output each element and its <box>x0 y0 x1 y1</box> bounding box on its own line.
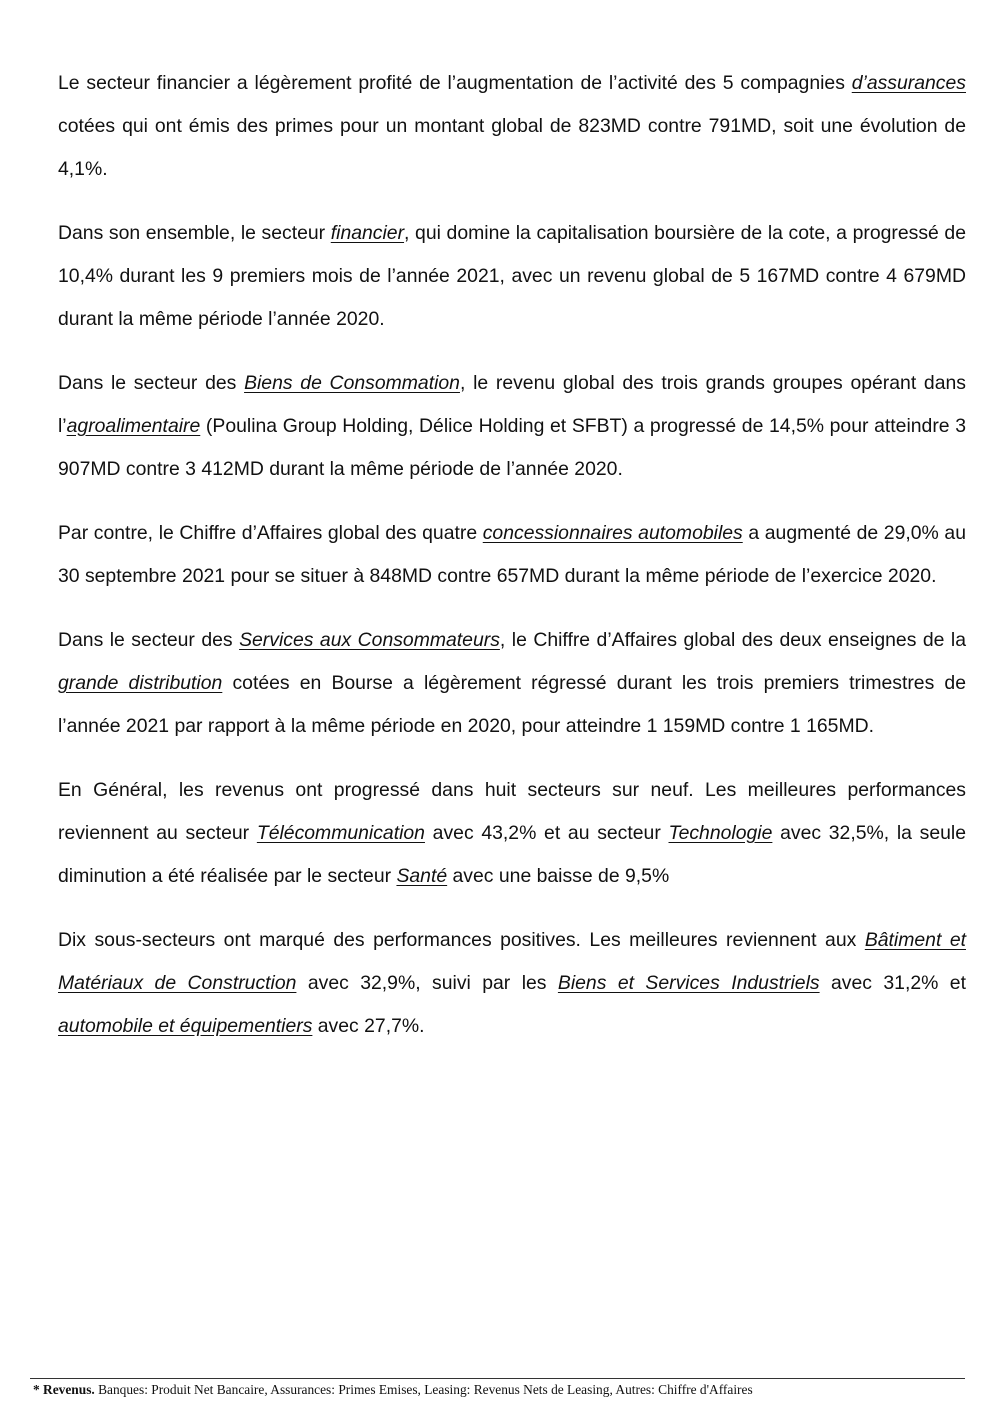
emphasized-term: Santé <box>396 865 448 887</box>
text-segment: Le secteur financier a légèrement profité de l’augmentation de l’activité des 5 compagnies <box>58 72 852 94</box>
text-segment: avec 27,7%. <box>312 1015 425 1037</box>
text-segment: Dans son ensemble, le secteur <box>58 222 331 244</box>
emphasized-term: Services aux Consommateurs <box>239 629 500 651</box>
text-segment: avec 43,2% et au secteur <box>424 822 669 844</box>
text-segment: , qui domine la capitalisation boursière de la cote, a progressé de 10,4% durant les 9 premiers mois de l’année 2021, avec un revenu global de 5 167MD contre 4 679MD durant la même période l’année 2020. <box>58 222 966 330</box>
paragraph-consumer-services <box>58 619 966 748</box>
emphasized-term: d’assurances <box>851 72 966 94</box>
footnote-text: Banques: Produit Net Bancaire, Assurances: Primes Emises, Leasing: Revenus Nets de Leasing, Autres: Chiffre d'Affaires <box>94 1382 753 1397</box>
text-segment: a augmenté de 29,0% au 30 septembre 2021 pour se situer à 848MD contre 657MD durant la même période de l’exercice 2020. <box>58 522 966 587</box>
emphasized-term: Biens de Consommation <box>244 372 460 394</box>
emphasized-term: Bâtiment et Matériaux de Construction <box>58 929 966 994</box>
paragraph-automobile-dealers <box>58 512 966 598</box>
document-body <box>58 62 966 1069</box>
footnote-label: * Revenus. <box>33 1382 95 1397</box>
paragraph-financial-sector <box>58 212 966 341</box>
text-segment: avec 31,2% et <box>819 972 966 994</box>
emphasized-term: Biens et Services Industriels <box>557 972 820 994</box>
emphasized-term: agroalimentaire <box>66 415 201 437</box>
emphasized-term: concessionnaires automobiles <box>482 522 743 544</box>
paragraph-general-overview <box>58 769 966 898</box>
footnote <box>33 1381 967 1399</box>
paragraph-insurance <box>58 62 966 191</box>
text-segment: Dans le secteur des <box>58 629 240 651</box>
emphasized-term: Télécommunication <box>256 822 425 844</box>
text-segment: avec 32,5%, la seule diminution a été réalisée par le secteur <box>58 822 967 887</box>
emphasized-term: Technologie <box>668 822 773 844</box>
text-segment: (Poulina Group Holding, Délice Holding et SFBT) a progressé de 14,5% pour atteindre 3 907MD contre 3 412MD durant la même période de l’année 2020. <box>58 415 966 480</box>
text-segment: , le Chiffre d’Affaires global des deux enseignes de la <box>499 629 966 651</box>
text-segment: En Général, les revenus ont progressé dans huit secteurs sur neuf. Les meilleures performances reviennent au secteur <box>58 779 966 844</box>
text-segment: Par contre, le Chiffre d’Affaires global des quatre <box>58 522 483 544</box>
footnote-divider <box>30 1378 965 1379</box>
emphasized-term: financier <box>330 222 405 244</box>
text-segment: , le revenu global des trois grands groupes opérant dans l’ <box>58 372 966 437</box>
emphasized-term: grande distribution <box>58 672 223 694</box>
text-segment: cotées qui ont émis des primes pour un montant global de 823MD contre 791MD, soit une évolution de 4,1%. <box>58 115 966 180</box>
text-segment: cotées en Bourse a légèrement régressé durant les trois premiers trimestres de l’année 2021 par rapport à la même période en 2020, pour atteindre 1 159MD contre 1 165MD. <box>58 672 966 737</box>
emphasized-term: automobile et équipementiers <box>58 1015 313 1037</box>
paragraph-sub-sectors <box>58 919 966 1048</box>
text-segment: Dix sous-secteurs ont marqué des performances positives. Les meilleures reviennent aux <box>58 929 865 951</box>
paragraph-consumer-goods <box>58 362 966 491</box>
text-segment: Dans le secteur des <box>58 372 245 394</box>
text-segment: avec une baisse de 9,5% <box>447 865 670 887</box>
text-segment: avec 32,9%, suivi par les <box>296 972 558 994</box>
